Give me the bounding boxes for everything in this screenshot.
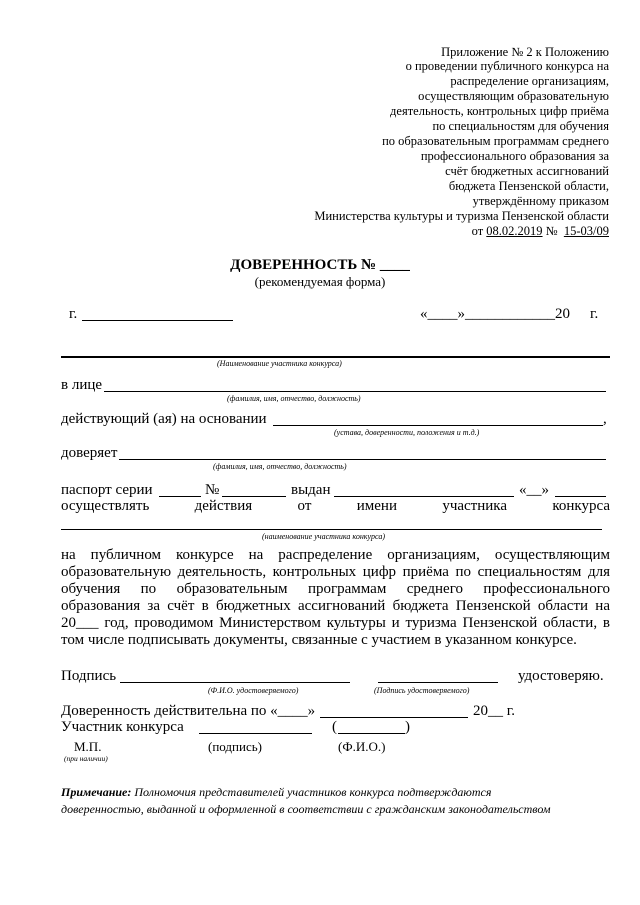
- order-number: 15-03/09: [563, 224, 609, 238]
- stamp-if-any: (при наличии): [64, 754, 108, 763]
- order-reference: от 08.02.2019 № 15-03/09: [471, 224, 609, 238]
- passport-year-field[interactable]: [555, 496, 606, 497]
- validity-date-field[interactable]: [320, 717, 468, 718]
- trusts-label: доверяет: [61, 445, 118, 461]
- header-line: осуществляющим образовательную: [418, 89, 609, 103]
- passport-series-field[interactable]: [159, 496, 201, 497]
- participant-caption: (Наименование участника конкурса): [217, 359, 342, 368]
- validity-year: 20__ г.: [473, 703, 515, 719]
- date-suffix: г.: [590, 306, 599, 322]
- acting-caption: (устава, доверенности, положения и т.д.): [334, 428, 480, 437]
- participant-paren-close: ): [405, 719, 410, 735]
- perform-actions-line: осуществлять действия от имени участника конкурса: [61, 498, 610, 514]
- signature-fio-caption: (Ф.И.О. удостоверяемого): [208, 686, 299, 695]
- date-line: «____»____________20: [420, 306, 570, 322]
- header-line: Приложение № 2 к Положению: [441, 45, 609, 59]
- certify-text: удостоверяю.: [518, 668, 604, 684]
- signature-sign-caption: (Подпись удостоверяемого): [374, 686, 470, 695]
- signature-label: Подпись: [61, 668, 117, 684]
- order-date: 08.02.2019: [486, 224, 543, 238]
- document-subtitle: (рекомендуемая форма): [254, 274, 386, 289]
- passport-number-field[interactable]: [222, 496, 286, 497]
- passport-issued-field[interactable]: [334, 496, 514, 497]
- stamp-fio: (Ф.И.О.): [338, 739, 386, 754]
- paragraph-line: образования за счёт в бюджетных ассигнований бюджета Пензенской области на: [61, 598, 610, 614]
- passport-date-part: «__»: [519, 482, 549, 498]
- header-line: о проведении публичного конкурса на: [405, 59, 609, 73]
- acting-comma: ,: [603, 411, 607, 427]
- participant-paren-open: (: [332, 719, 337, 735]
- paragraph-line: образовательную деятельность, контрольных цифр приёма по специальностям для: [61, 564, 610, 580]
- city-label: г.: [69, 306, 78, 322]
- acting-label: действующий (ая) на основании: [61, 411, 267, 427]
- paragraph-line: 20___ год, проводимом Министерством культуры и туризма Пензенской области, в: [61, 615, 610, 631]
- stamp-sign: (подпись): [208, 739, 262, 754]
- acting-basis-field[interactable]: [273, 425, 603, 426]
- signature-sign-field[interactable]: [378, 682, 498, 683]
- validity-label: Доверенность действительна по «____»: [61, 703, 316, 719]
- document-title: ДОВЕРЕННОСТЬ № ____: [230, 257, 410, 273]
- header-line: профессионального образования за: [420, 149, 609, 163]
- stamp-mp: М.П.: [74, 739, 102, 754]
- header-line: Министерства культуры и туризма Пензенской области: [314, 209, 609, 223]
- participant-sign-field[interactable]: [199, 733, 312, 734]
- perform-caption: (наименование участника конкурса): [262, 532, 386, 541]
- participant-name-field[interactable]: [61, 356, 610, 358]
- header-line: распределение организациям,: [450, 74, 609, 88]
- header-line: по специальностям для обучения: [432, 119, 609, 133]
- paragraph-line: том числе подписывать документы, связанные с участием в указанном конкурсе.: [61, 632, 577, 648]
- in-person-field[interactable]: [104, 391, 606, 392]
- trusts-field[interactable]: [119, 459, 606, 460]
- header-line: бюджета Пензенской области,: [448, 179, 609, 193]
- perform-participant-field[interactable]: [61, 529, 602, 530]
- header-line: утверждённому приказом: [472, 194, 609, 208]
- note-line-2: доверенностью, выданной и оформленной в соответствии с гражданским законодательством: [61, 802, 551, 816]
- paragraph-line: на публичном конкурсе на распределение организациям, осуществляющим: [61, 547, 610, 563]
- passport-issued-label: выдан: [291, 482, 331, 498]
- in-person-label: в лице: [61, 377, 103, 393]
- paragraph-line: обучения по образовательным программам среднего профессионального: [61, 581, 610, 597]
- signature-fio-field[interactable]: [120, 682, 350, 683]
- trusts-caption: (фамилия, имя, отчество, должность): [213, 462, 347, 471]
- participant-label: Участник конкурса: [61, 719, 184, 735]
- passport-series-label: паспорт серии: [61, 482, 153, 498]
- in-person-caption: (фамилия, имя, отчество, должность): [227, 394, 361, 403]
- header-line: по образовательным программам среднего: [382, 134, 609, 148]
- city-field[interactable]: [82, 320, 233, 321]
- passport-number-label: №: [205, 482, 220, 498]
- header-line: деятельность, контрольных цифр приёма: [390, 104, 609, 118]
- note-bold: Примечание:: [61, 785, 132, 799]
- participant-fio-field[interactable]: [338, 733, 405, 734]
- note-line-1: Примечание: Полномочия представителей участников конкурса подтверждаются: [61, 785, 492, 799]
- header-line: счёт бюджетных ассигнований: [445, 164, 609, 178]
